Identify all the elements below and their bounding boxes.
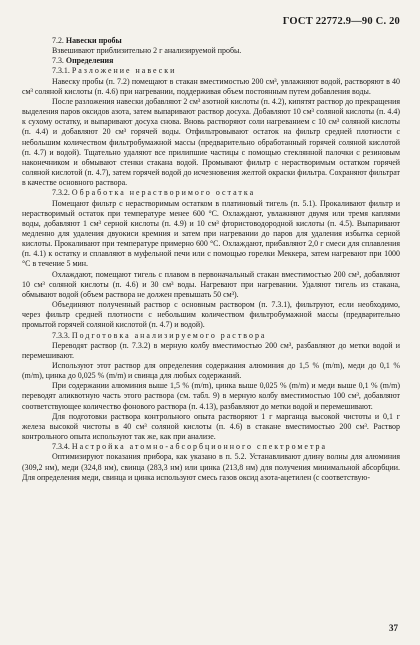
section-title: Настройка атомно-абсорбционного спектрометра xyxy=(71,442,327,452)
section-number: 7.2. xyxy=(52,36,66,45)
paragraph: Переводят раствор (п. 7.3.2) в мерную колбу вместимостью 200 см³, разбавляют до метки водой и перемешивают. xyxy=(22,340,400,360)
section-heading xyxy=(22,56,400,66)
paragraph: Помещают фильтр с нерастворимым остатком в платиновый тигель (п. 5.1). Прокаливают фильтр и нерастворимый остаток при температуре менее 600 °С. Охлаждают, увлажняют двумя или тремя каплями воды, добавляют 1 см³ серной кислоты (п. 4.9) и 10 см³ фтористоводородной кислоты (п. 4.5). Выпаривают медленно для удаления двуокиси кремния и затем при нагревании до паров для удаления избытка серной кислоты. Прокаливают при температуре примерно 600 °С. Охлаждают, прибавляют 2,0 г смеси для сплавления (п. 4.1) к остатку и сплавляют в муфельной печи или с помощью горелки Меккера, затем нагревают при 1000 °С в течение 5 мин. xyxy=(22,198,400,269)
paragraph: Объединяют полученный раствор с основным раствором (п. 7.3.1), фильтруют, если необходимо, через фильтр средней плотности с небольшим количеством фильтробумажной массы (предварительно промытой горячей соляной кислотой (п. 4.7) и водой). xyxy=(22,300,400,330)
paragraph: После разложения навески добавляют 2 см³ азотной кислоты (п. 4.2), кипятят раствор до прекращения выделения паров оксидов азота, затем выпаривают раствор досуха. Добавляют 10 см³ соляной кислоты (п. 4.4) к сухому остатку, и выпаривают досуха снова. Вновь растворяют соли нагреванием с 10 см³ соляной кислоты (п. 4.4) и добавляют 20 см³ горячей воды. Отфильтровывают остаток на фильтр средней плотности с небольшим количеством фильтробумажной массы (предварительно обработанный горячей соляной кислотой (п. 4.7) и водой). Тщательно удаляют все прилипшие частицы с помощью стеклянной палочки с резиновым наконечником и обмывают стенки стакана водой. Промывают фильтр с нерастворимым остатком горячей соляной кислотой (п. 4.7), затем горячей водой до исчезновения желтой окраски фильтра. Сохраняют фильтрат в качестве основного раствора. xyxy=(22,96,400,188)
paragraph: При содержании алюминия выше 1,5 % (m/m), цинка выше 0,025 % (m/m) и меди выше 0,1 % (m/m) переводят аликвотную часть этого раствора (см. табл. 9) в мерную колбу вместимостью 100 см³, добавляют соответствующее количество фонового раствора (п. 4.13), разбавляют до метки водой и перемешивают. xyxy=(22,381,400,411)
paragraph: Для подготовки раствора контрольного опыта растворяют 1 г марганца высокой чистоты и 0,1 г железа высокой чистоты в 40 см³ соляной кислоты (п. 4.6) в стакане вместимостью 200 см³. Раствор контрольного опыта используют так же, как при анализе. xyxy=(22,411,400,442)
document-code-header: ГОСТ 22772.9—90 С. 20 xyxy=(282,16,400,27)
paragraph: Оптимизируют показания прибора, как указано в п. 5.2. Устанавливают длину волны для алюминия (309,2 нм), меди (324,8 нм), свинца (283,3 нм) или цинка (213,8 нм) для получения минимальной абсорбции. Для определения меди, свинца и цинка используют смесь газов оксид азота-ацетилен (с соответствую- xyxy=(22,452,400,482)
paragraph: Навеску пробы (п. 7.2) помещают в стакан вместимостью 200 см³, увлажняют водой, растворяют в 40 см³ соляной кислоты (п. 4.6) при нагревании, поддерживая объем постоянным путем добавления воды. xyxy=(22,76,400,96)
paragraph: Используют этот раствор для определения содержания алюминия до 1,5 % (m/m), меди до 0,1 % (m/m), цинка до 0,025 % (m/m) и свинца для любых содержаний. xyxy=(22,361,400,381)
section-heading xyxy=(22,66,400,76)
section-title: Определения xyxy=(65,56,114,66)
section-title: Подготовка анализируемого раствора xyxy=(71,330,267,340)
section-title: Обработка нерастворимого остатка xyxy=(71,188,256,198)
section-number: 7.3. xyxy=(52,56,66,66)
page-number: 37 xyxy=(389,623,398,633)
section-heading xyxy=(22,331,400,341)
section-number: 7.3.1. xyxy=(52,66,72,76)
section-number: 7.3.2. xyxy=(52,188,72,198)
page-body xyxy=(22,36,400,483)
section-heading xyxy=(22,442,400,452)
section-heading xyxy=(22,36,400,46)
paragraph: Охлаждают, помещают тигель с плавом в первоначальный стакан вместимостью 200 см³, добавляют 10 см³ соляной кислоты (п. 4.6) и 30 см³ воды. Нагревают при нагревании. Удаляют тигель из стакана, обмывают водой (объем раствора не должен превышать 50 см³). xyxy=(22,269,400,299)
section-title: Разложение навески xyxy=(71,66,177,76)
section-number: 7.3.4. xyxy=(52,442,72,452)
section-title: Навески пробы xyxy=(65,36,122,45)
section-heading xyxy=(22,188,400,198)
section-number: 7.3.3. xyxy=(52,330,72,340)
paragraph: Взвешивают приблизительно 2 г анализируемой пробы. xyxy=(52,46,242,56)
